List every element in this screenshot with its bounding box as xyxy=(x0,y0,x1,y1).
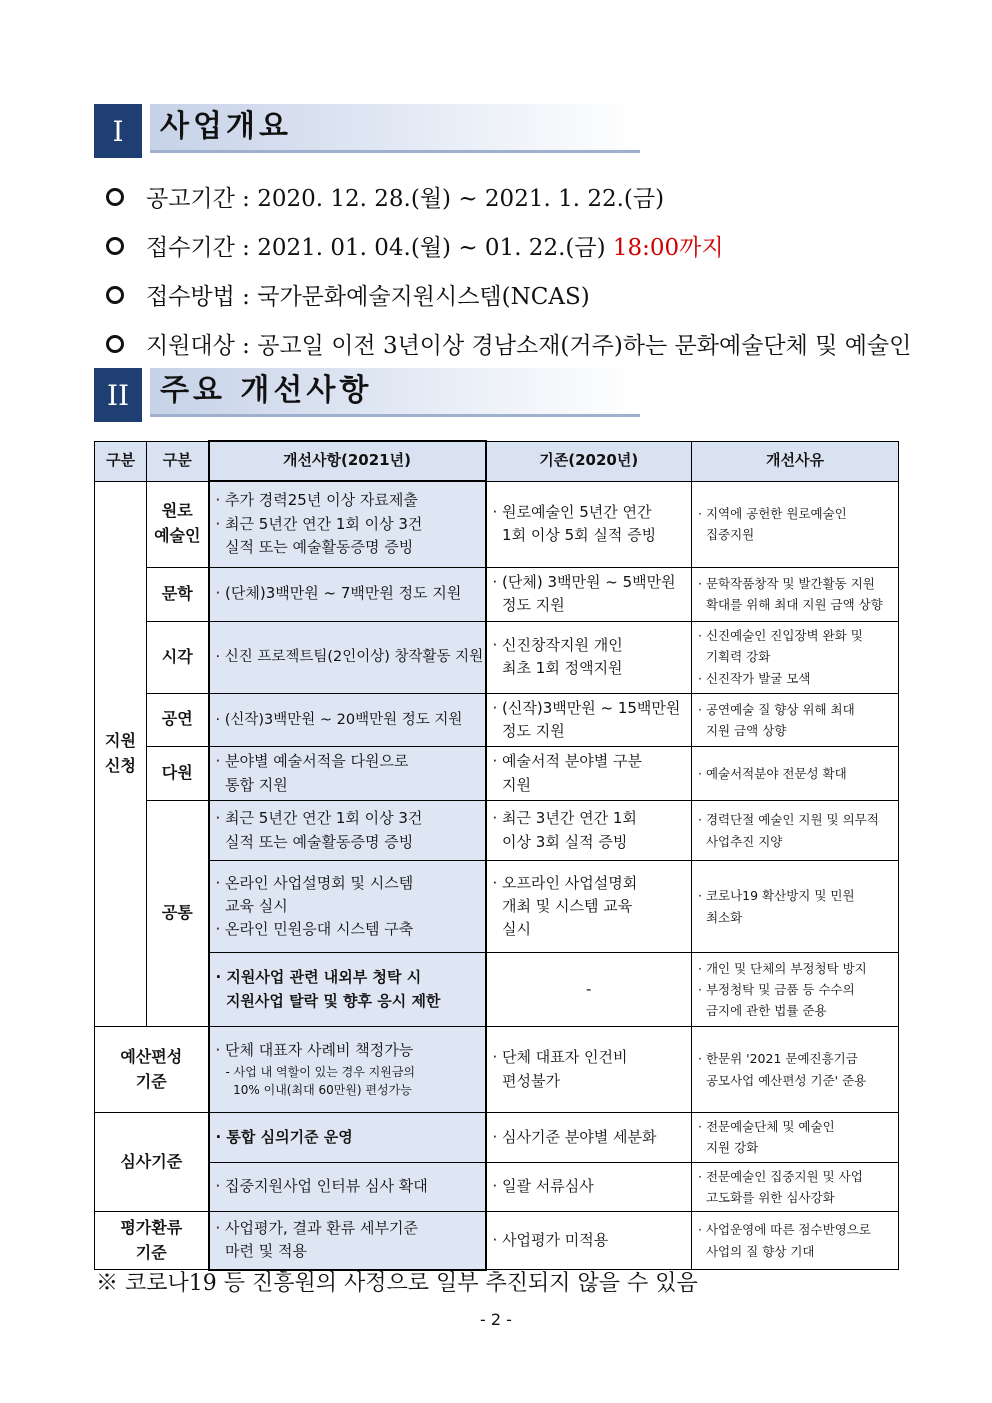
footnote: ※ 코로나19 등 진흥원의 사정으로 일부 추진되지 않을 수 있음 xyxy=(96,1271,698,1296)
list-item: 지원대상 : 공고일 이전 3년이상 경남소재(거주)하는 문화예술단체 및 예술인 xyxy=(106,319,926,368)
group-label: 지원 신청 xyxy=(95,481,147,1027)
table-row: · 온라인 사업설명회 및 시스템 교육 실시 · 온라인 민원응대 시스템 구축 · 오프라인 사업설명회 개최 및 시스템 교육 실시 · 코로나19 확산방지 및 민원 최소화 xyxy=(95,861,899,953)
table-row: 시각 · 신진 프로젝트팀(2인이상) 창작활동 지원 · 신진창작지원 개인 최초 1회 정액지원 · 신진예술인 진입장벽 완화 및 기획력 강화 · 신진작가 발굴 모색 xyxy=(95,621,899,693)
list-item: 접수방법 : 국가문화예술지원시스템(NCAS) xyxy=(106,270,926,319)
table-row: 공연 · (신작)3백만원 ~ 20백만원 정도 지원 · (신작)3백만원 ~ 15백만원 정도 지원 · 공연예술 질 향상 위해 최대 지원 금액 상향 xyxy=(95,693,899,747)
list-item: 공고기간 : 2020. 12. 28.(월) ~ 2021. 1. 22.(금) xyxy=(106,172,926,221)
table-row: 공통 · 최근 5년간 연간 1회 이상 3건 실적 또는 예술활동증명 증빙 · 최근 3년간 연간 1회 이상 3회 실적 증빙 · 경력단절 예술인 지원 및 의무적 사업추진 지양 xyxy=(95,801,899,861)
table-row: 문학 · (단체)3백만원 ~ 7백만원 정도 지원 · (단체) 3백만원 ~ 5백만원 정도 지원 · 문학작품창작 및 발간활동 지원 확대를 위해 최대 지원 금액 상향 xyxy=(95,567,899,621)
table-row: · 집중지원사업 인터뷰 심사 확대 · 일괄 서류심사 · 전문예술인 집중지원 및 사업 고도화를 위한 심사강화 xyxy=(95,1162,899,1212)
section-number: II xyxy=(94,368,142,422)
improvement-table xyxy=(94,440,899,1271)
column-header: 개선사유 xyxy=(692,441,899,481)
table-header-row xyxy=(95,441,899,481)
page-number: - 2 - xyxy=(480,1310,512,1329)
section-header-2 xyxy=(94,368,654,422)
table-row: 예산편성 기준 · 단체 대표자 사례비 책정가능 - 사업 내 역할이 있는 경우 지원금의 10% 이내(최대 60만원) 편성가능 · 단체 대표자 인건비 편성불가 · 한문위 '2021 문예진흥기금 공모사업 예산편성 기준' 준용 xyxy=(95,1027,899,1113)
section-header-1 xyxy=(94,104,654,158)
column-header: 구분 xyxy=(95,441,147,481)
column-header: 개선사항(2021년) xyxy=(209,441,486,481)
circle-bullet-icon xyxy=(106,237,124,255)
section-title: 사업개요 xyxy=(150,104,640,153)
table-row: 지원 신청 원로 예술인 · 추가 경력25년 이상 자료제출 · 최근 5년간 연간 1회 이상 3건 실적 또는 예술활동증명 증빙 · 원로예술인 5년간 연간 1회 이상 5회 실적 증빙 · 지역에 공헌한 원로예술인 집중지원 xyxy=(95,481,899,567)
circle-bullet-icon xyxy=(106,335,124,353)
column-header: 기존(2020년) xyxy=(486,441,692,481)
overview-list xyxy=(106,172,926,368)
table-row: · 지원사업 관련 내외부 청탁 시 지원사업 탈락 및 향후 응시 제한 - · 개인 및 단체의 부정청탁 방지 · 부정청탁 및 금품 등 수수의 금지에 관한 법률 준용 xyxy=(95,953,899,1027)
section-title: 주요 개선사항 xyxy=(150,368,640,417)
table-row: 심사기준 · 통합 심의기준 운영 · 심사기준 분야별 세분화 · 전문예술단체 및 예술인 지원 강화 xyxy=(95,1113,899,1163)
section-number: I xyxy=(94,104,142,158)
list-item: 접수기간 : 2021. 01. 04.(월) ~ 01. 22.(금) 18:00까지 xyxy=(106,221,926,270)
circle-bullet-icon xyxy=(106,286,124,304)
table-row: 평가환류 기준 · 사업평가, 결과 환류 세부기준 마련 및 적용 · 사업평가 미적용 · 사업운영에 따른 점수반영으로 사업의 질 향상 기대 xyxy=(95,1212,899,1270)
column-header: 구분 xyxy=(147,441,209,481)
table-row: 다원 · 분야별 예술서적을 다원으로 통합 지원 · 예술서적 분야별 구분 지원 · 예술서적분야 전문성 확대 xyxy=(95,747,899,801)
circle-bullet-icon xyxy=(106,188,124,206)
deadline-time: 18:00까지 xyxy=(612,235,724,261)
